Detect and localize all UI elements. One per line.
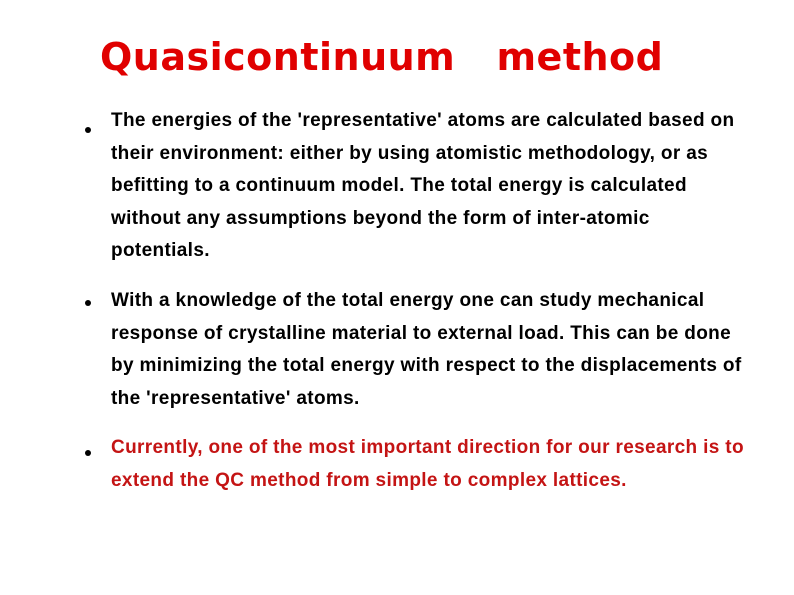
- bullet-text: The energies of the 'representative' atoms are calculated based on their environment: either by using atomistic methodology, or as befitting to a continuum model. The total energy is calculated without any assumptions beyond the form of inter-atomic potentials.: [111, 110, 735, 261]
- bullet-point-icon: [85, 127, 91, 133]
- bullet-point-icon: [85, 300, 91, 306]
- bullet-text-highlighted: Currently, one of the most important direction for our research is to extend the QC method from simple to complex lattices.: [111, 437, 744, 491]
- bullet-point-icon: [85, 450, 91, 456]
- slide-title: Quasicontinuum method: [100, 35, 664, 79]
- bullet-text: With a knowledge of the total energy one can study mechanical response of crystalline material to external load. This can be done by minimizing the total energy with respect to the displacements of the 'representative' atoms.: [111, 290, 742, 409]
